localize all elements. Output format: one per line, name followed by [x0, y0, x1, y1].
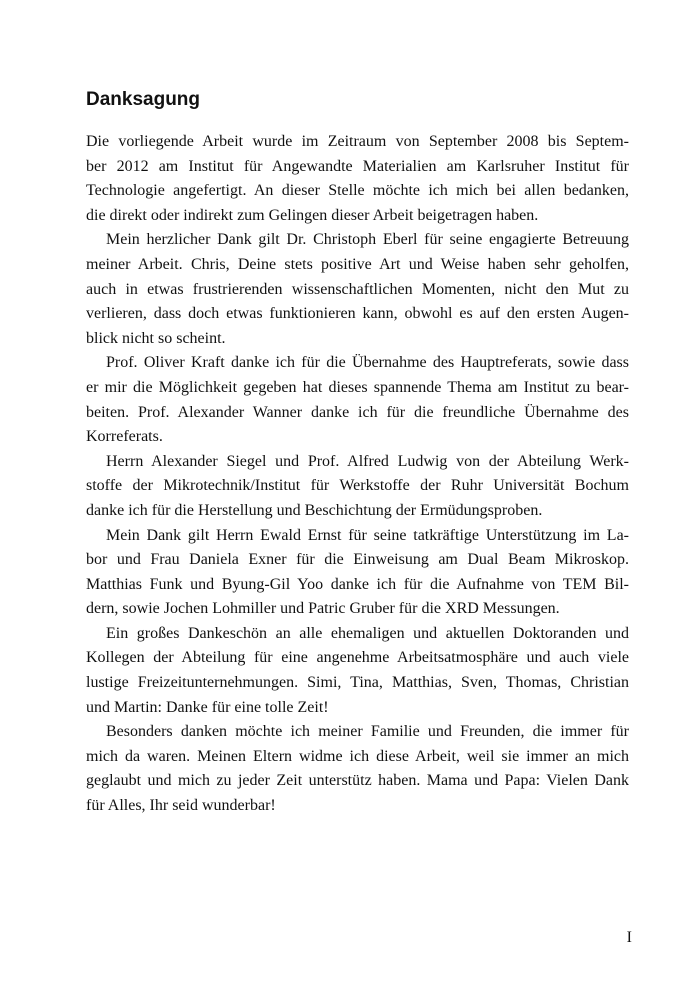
text-line: und Martin: Danke für eine tolle Zeit! — [86, 698, 329, 716]
paragraph-5 — [86, 524, 629, 622]
text-line: für Alles, Ihr seid wunderbar! — [86, 797, 276, 815]
paragraph-7 — [86, 720, 629, 818]
paragraph-1 — [86, 130, 629, 228]
text-line: mich da waren. Meinen Eltern widme ich diese Arbeit, weil sie immer an mich — [86, 747, 629, 765]
text-line: blick nicht so scheint. — [86, 329, 226, 347]
text-line: Kollegen der Abteilung für eine angenehme Arbeitsatmosphäre und auch viele — [86, 649, 629, 667]
text-line: Mein Dank gilt Herrn Ewald Ernst für seine tatkräftige Unterstützung im La- — [106, 526, 629, 544]
text-line: Die vorliegende Arbeit wurde im Zeitraum von September 2008 bis Septem- — [86, 133, 629, 150]
text-line: meiner Arbeit. Chris, Deine stets positive Art und Weise haben sehr geholfen, — [86, 255, 629, 273]
text-line: Technologie angefertigt. An dieser Stelle möchte ich mich bei allen bedanken, — [86, 182, 629, 200]
text-line: bor und Frau Daniela Exner für die Einweisung am Dual Beam Mikroskop. — [86, 551, 629, 569]
text-line: Mein herzlicher Dank gilt Dr. Christoph Eberl für seine engagierte Betreuung — [106, 231, 629, 249]
text-line: danke ich für die Herstellung und Beschichtung der Ermüdungsproben. — [86, 501, 543, 519]
text-line: Matthias Funk und Byung-Gil Yoo danke ich für die Aufnahme von TEM Bil- — [86, 575, 629, 593]
text-line: auch in etwas frustrierenden wissenschaftlichen Momenten, nicht den Mut zu — [86, 280, 629, 298]
page-number: I — [626, 929, 632, 946]
text-line: ber 2012 am Institut für Angewandte Materialien am Karlsruher Institut für — [86, 157, 629, 175]
text-line: lustige Freizeitunternehmungen. Simi, Tina, Matthias, Sven, Thomas, Christian — [86, 674, 629, 692]
paragraph-2 — [86, 228, 629, 351]
paragraph-6 — [86, 622, 629, 720]
text-line: beiten. Prof. Alexander Wanner danke ich für die freundliche Übernahme des — [86, 403, 629, 421]
paragraph-3 — [86, 351, 629, 449]
text-line: Besonders danken möchte ich meiner Familie und Freunden, die immer für — [106, 723, 629, 741]
text-line: dern, sowie Jochen Lohmiller und Patric Gruber für die XRD Messungen. — [86, 600, 560, 618]
page-title: Danksagung — [86, 89, 201, 110]
text-line: verlieren, dass doch etwas funktionieren kann, obwohl es auf den ersten Augen- — [86, 305, 629, 323]
text-line: Herrn Alexander Siegel und Prof. Alfred Ludwig von der Abteilung Werk- — [106, 452, 629, 470]
text-line: Korreferats. — [86, 428, 163, 446]
text-line: er mir die Möglichkeit gegeben hat dieses spannende Thema am Institut zu bear- — [86, 378, 629, 396]
text-line: geglaubt und mich zu jeder Zeit unterstütz haben. Mama und Papa: Vielen Dank — [86, 772, 629, 790]
text-line: Ein großes Dankeschön an alle ehemaligen und aktuellen Doktoranden und — [106, 624, 629, 642]
paragraph-4 — [86, 450, 629, 524]
text-line: Prof. Oliver Kraft danke ich für die Übernahme des Hauptreferats, sowie dass — [106, 354, 629, 372]
body-text — [86, 130, 629, 819]
text-line: die direkt oder indirekt zum Gelingen dieser Arbeit beigetragen haben. — [86, 206, 539, 224]
text-line: stoffe der Mikrotechnik/Institut für Werkstoffe der Ruhr Universität Bochum — [86, 477, 629, 495]
